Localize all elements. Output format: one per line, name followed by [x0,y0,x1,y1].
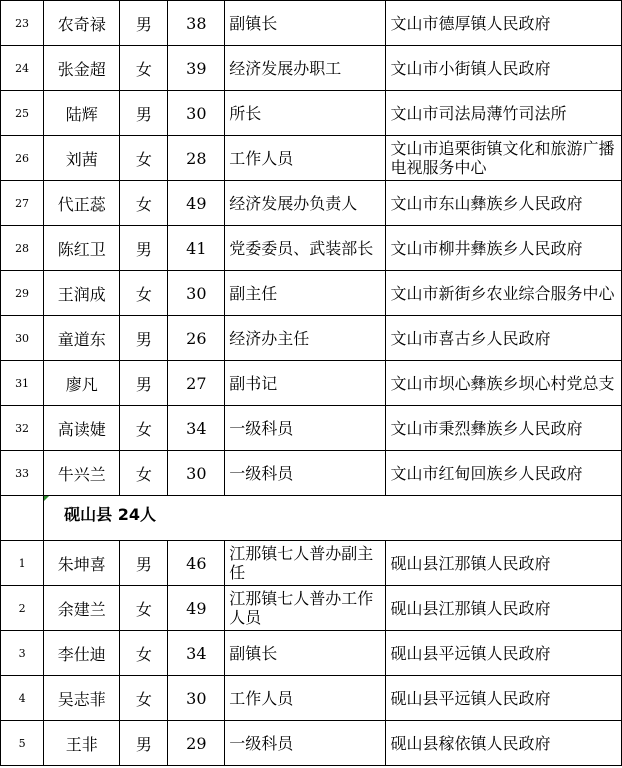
name-cell: 高读婕 [44,406,120,451]
unit-cell: 文山市秉烈彝族乡人民政府 [386,406,622,451]
unit-cell: 文山市追栗街镇文化和旅游广播电视服务中心 [386,136,622,181]
unit-cell: 文山市柳井彝族乡人民政府 [386,226,622,271]
unit-cell: 文山市喜古乡人民政府 [386,316,622,361]
table-row [1,181,622,226]
unit-cell: 砚山县稼依镇人民政府 [386,721,622,766]
table-row [1,316,622,361]
position-cell: 副镇长 [225,1,386,46]
position-cell: 一级科员 [225,406,386,451]
position-cell: 一级科员 [225,451,386,496]
row-number-cell: 32 [1,406,44,451]
age-cell: 30 [168,451,225,496]
sex-cell: 女 [120,406,168,451]
table-row [1,226,622,271]
name-cell: 李仕迪 [44,631,120,676]
sex-cell: 女 [120,181,168,226]
sex-cell: 女 [120,631,168,676]
name-cell: 余建兰 [44,586,120,631]
position-cell: 工作人员 [225,676,386,721]
name-cell: 王非 [44,721,120,766]
sex-cell: 女 [120,136,168,181]
unit-cell: 砚山县江那镇人民政府 [386,541,622,586]
row-number-cell: 4 [1,676,44,721]
unit-cell: 砚山县平远镇人民政府 [386,676,622,721]
position-cell: 经济办主任 [225,316,386,361]
unit-cell: 文山市德厚镇人民政府 [386,1,622,46]
name-cell: 刘茜 [44,136,120,181]
table-row [1,406,622,451]
row-number-cell: 26 [1,136,44,181]
age-cell: 27 [168,361,225,406]
sex-cell: 男 [120,1,168,46]
table-row [1,586,622,631]
row-number-cell: 29 [1,271,44,316]
table-row [1,541,622,586]
row-number-cell: 25 [1,91,44,136]
sex-cell: 女 [120,46,168,91]
table-body-wenshan [1,1,622,496]
name-cell: 王润成 [44,271,120,316]
table-row [1,136,622,181]
row-number-cell: 28 [1,226,44,271]
unit-cell: 砚山县平远镇人民政府 [386,631,622,676]
table-row [1,721,622,766]
age-cell: 34 [168,631,225,676]
sex-cell: 女 [120,271,168,316]
position-cell: 所长 [225,91,386,136]
sex-cell: 女 [120,586,168,631]
unit-cell: 文山市坝心彝族乡坝心村党总支 [386,361,622,406]
table-row [1,46,622,91]
row-number-cell: 1 [1,541,44,586]
age-cell: 26 [168,316,225,361]
unit-cell: 文山市司法局薄竹司法所 [386,91,622,136]
sex-cell: 男 [120,361,168,406]
age-cell: 38 [168,1,225,46]
age-cell: 49 [168,181,225,226]
table-row [1,271,622,316]
row-number-cell: 30 [1,316,44,361]
name-cell: 陆辉 [44,91,120,136]
sex-cell: 女 [120,451,168,496]
table-row [1,631,622,676]
row-number-cell: 3 [1,631,44,676]
name-cell: 朱坤喜 [44,541,120,586]
name-cell: 代正蕊 [44,181,120,226]
age-cell: 30 [168,271,225,316]
age-cell: 41 [168,226,225,271]
table-row [1,1,622,46]
name-cell: 童道东 [44,316,120,361]
county-header-row [1,496,622,541]
position-cell: 经济发展办职工 [225,46,386,91]
county-header-text: 砚山县 24人 [64,505,156,524]
row-number-cell: 23 [1,1,44,46]
sex-cell: 男 [120,91,168,136]
position-cell: 副书记 [225,361,386,406]
sex-cell: 男 [120,541,168,586]
unit-cell: 文山市小街镇人民政府 [386,46,622,91]
position-cell: 党委委员、武装部长 [225,226,386,271]
row-number-cell: 5 [1,721,44,766]
name-cell: 廖凡 [44,361,120,406]
name-cell: 吴志菲 [44,676,120,721]
unit-cell: 砚山县江那镇人民政府 [386,586,622,631]
name-cell: 陈红卫 [44,226,120,271]
sex-cell: 女 [120,676,168,721]
row-number-cell: 24 [1,46,44,91]
unit-cell: 文山市东山彝族乡人民政府 [386,181,622,226]
age-cell: 29 [168,721,225,766]
name-cell: 农奇禄 [44,1,120,46]
corner-triangle-icon [44,496,49,501]
age-cell: 46 [168,541,225,586]
county-header-cell [44,496,622,541]
table-row [1,676,622,721]
position-cell: 江那镇七人普办工作人员 [225,586,386,631]
position-cell: 一级科员 [225,721,386,766]
sex-cell: 男 [120,316,168,361]
position-cell: 工作人员 [225,136,386,181]
age-cell: 28 [168,136,225,181]
name-cell: 牛兴兰 [44,451,120,496]
position-cell: 江那镇七人普办副主任 [225,541,386,586]
position-cell: 经济发展办负责人 [225,181,386,226]
position-cell: 副主任 [225,271,386,316]
position-cell: 副镇长 [225,631,386,676]
age-cell: 30 [168,676,225,721]
table-body-county-header [1,496,622,541]
row-number-cell: 33 [1,451,44,496]
county-header-blank-cell [1,496,44,541]
table-row [1,361,622,406]
table-row [1,91,622,136]
table-row [1,451,622,496]
table-body-yanshan [1,541,622,766]
name-cell: 张金超 [44,46,120,91]
age-cell: 39 [168,46,225,91]
age-cell: 49 [168,586,225,631]
sex-cell: 男 [120,226,168,271]
age-cell: 30 [168,91,225,136]
unit-cell: 文山市红甸回族乡人民政府 [386,451,622,496]
row-number-cell: 31 [1,361,44,406]
row-number-cell: 27 [1,181,44,226]
sex-cell: 男 [120,721,168,766]
row-number-cell: 2 [1,586,44,631]
unit-cell: 文山市新街乡农业综合服务中心 [386,271,622,316]
age-cell: 34 [168,406,225,451]
